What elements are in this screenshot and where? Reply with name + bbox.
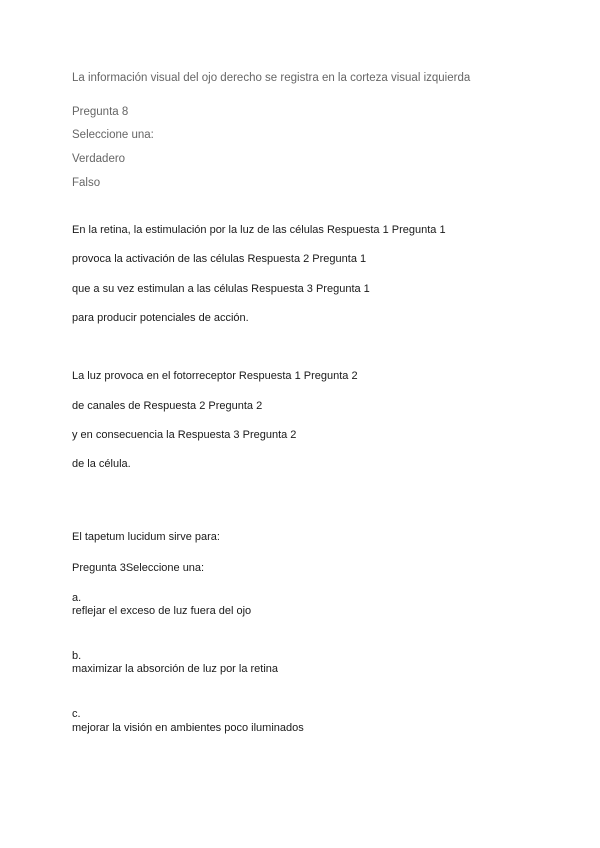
- q3-statement: El tapetum lucidum sirve para:: [72, 531, 220, 543]
- q8-question-number: Pregunta 8: [72, 106, 129, 118]
- q1-line-3: que a su vez estimulan a las células Respuesta 3 Pregunta 1: [72, 283, 370, 295]
- q8-option-verdadero[interactable]: Verdadero: [72, 153, 126, 165]
- q2-line-4: de la célula.: [72, 458, 131, 470]
- q8-statement: La información visual del ojo derecho se registra en la corteza visual izquierda: [72, 72, 471, 84]
- q1-line-2: provoca la activación de las células Respuesta 2 Pregunta 1: [72, 253, 367, 265]
- q3-question-header: Pregunta 3Seleccione una:: [72, 562, 205, 574]
- q3-option-c-text[interactable]: mejorar la visión en ambientes poco iluminados: [72, 722, 304, 734]
- q3-option-b-text[interactable]: maximizar la absorción de luz por la retina: [72, 663, 279, 675]
- q2-line-3: y en consecuencia la Respuesta 3 Pregunta 2: [72, 429, 297, 441]
- q3-option-c-letter: c.: [72, 708, 81, 720]
- q3-option-a-text[interactable]: reflejar el exceso de luz fuera del ojo: [72, 605, 252, 617]
- q3-option-b-letter: b.: [72, 650, 82, 662]
- q1-line-1: En la retina, la estimulación por la luz de las células Respuesta 1 Pregunta 1: [72, 224, 446, 236]
- q8-prompt: Seleccione una:: [72, 129, 154, 141]
- q8-option-falso[interactable]: Falso: [72, 177, 101, 189]
- q3-option-a-letter: a.: [72, 592, 82, 604]
- q2-line-1: La luz provoca en el fotorreceptor Respuesta 1 Pregunta 2: [72, 370, 358, 382]
- q1-line-4: para producir potenciales de acción.: [72, 312, 249, 324]
- q2-line-2: de canales de Respuesta 2 Pregunta 2: [72, 400, 263, 412]
